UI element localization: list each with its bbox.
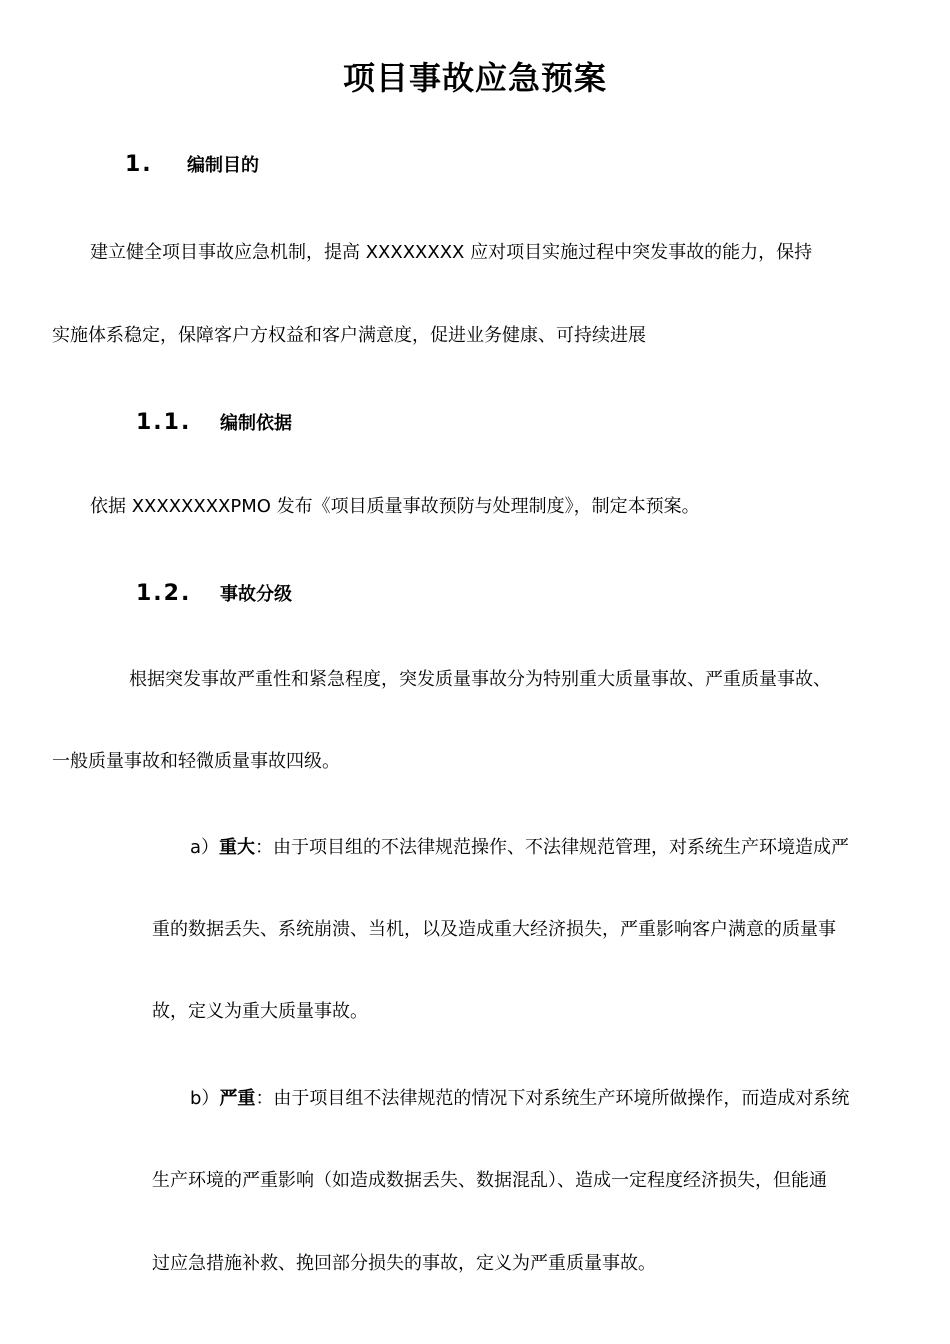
- section-label: 事故分级: [220, 584, 292, 605]
- section-number: 1.: [125, 152, 153, 177]
- paragraph-line: 根据突发事故严重性和紧急程度，突发质量事故分为特别重大质量事故、严重质量事故、: [129, 669, 831, 690]
- list-item-line: 故，定义为重大质量事故。: [152, 1001, 368, 1022]
- paragraph-line: 建立健全项目事故应急机制，提高 XXXXXXXX 应对项目实施过程中突发事故的能力，保持: [90, 242, 813, 263]
- list-term: 严重: [219, 1088, 256, 1109]
- section-heading-1-1: [136, 408, 292, 439]
- section-number: 1.2.: [136, 581, 192, 606]
- list-item-line: 重的数据丢失、系统崩溃、当机，以及造成重大经济损失，严重影响客户满意的质量事: [152, 919, 836, 940]
- list-marker: a）: [190, 837, 220, 858]
- list-marker: b）: [190, 1088, 220, 1109]
- paragraph-line: 依据 XXXXXXXXPMO 发布《项目质量事故预防与处理制度》，制定本预案。: [90, 496, 700, 517]
- section-number: 1.1.: [136, 410, 192, 435]
- section-label: 编制目的: [187, 155, 259, 176]
- paragraph-line: 一般质量事故和轻微质量事故四级。: [52, 751, 340, 772]
- list-text: ：由于项目组的不法律规范操作、不法律规范管理，对系统生产环境造成严: [255, 837, 850, 858]
- section-heading-1: [125, 150, 259, 181]
- section-label: 编制依据: [220, 413, 292, 434]
- paragraph-line: 实施体系稳定，保障客户方权益和客户满意度，促进业务健康、可持续进展: [52, 325, 646, 346]
- list-term: 重大: [219, 837, 256, 858]
- list-item-a-first-line: [190, 835, 849, 861]
- list-item-line: 生产环境的严重影响（如造成数据丢失、数据混乱）、造成一定程度经济损失，但能通: [152, 1170, 827, 1191]
- list-item-b-first-line: [190, 1086, 849, 1112]
- page-title: 项目事故应急预案: [342, 59, 607, 97]
- section-heading-1-2: [136, 579, 292, 610]
- list-text: ：由于项目组不法律规范的情况下对系统生产环境所做操作，而造成对系统: [255, 1088, 850, 1109]
- list-item-line: 过应急措施补救、挽回部分损失的事故，定义为严重质量事故。: [152, 1253, 656, 1274]
